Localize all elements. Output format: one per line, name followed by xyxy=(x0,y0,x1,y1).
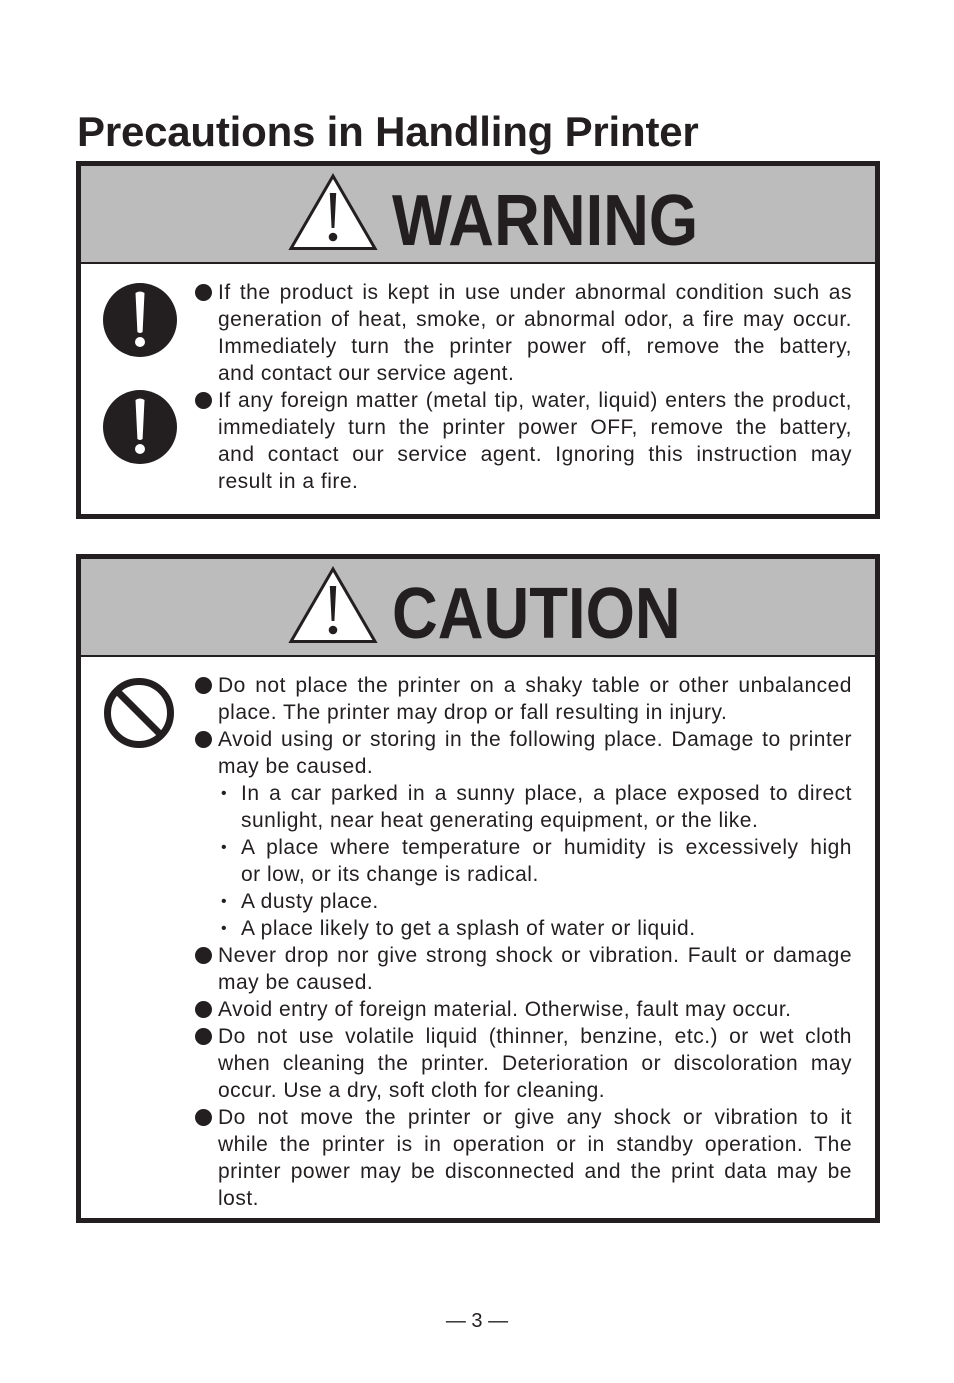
text-line: immediately turn the printer power OFF, remove the battery, xyxy=(218,416,852,439)
text-line: Never drop nor give strong shock or vibration. Fault or damage xyxy=(218,944,852,967)
text-line: In a car parked in a sunny place, a place exposed to direct xyxy=(241,782,852,805)
bullet-icon xyxy=(195,947,212,964)
text-line: Do not use volatile liquid (thinner, benzine, etc.) or wet cloth xyxy=(218,1025,852,1048)
caution-heading: CAUTION xyxy=(392,574,681,654)
small-bullet-icon: • xyxy=(221,920,227,937)
caution-sub-item xyxy=(221,888,852,915)
text-line: and contact our service agent. xyxy=(218,362,515,385)
text-line: may be caused. xyxy=(218,971,374,994)
bullet-icon xyxy=(195,1028,212,1045)
text-line: sunlight, near heat generating equipment, or the like. xyxy=(241,809,759,832)
mandatory-exclamation-icon xyxy=(102,282,178,358)
small-bullet-icon: • xyxy=(221,893,227,910)
text-line: place. The printer may drop or fall resulting in injury. xyxy=(218,701,728,724)
text-line: Do not place the printer on a shaky table or other unbalanced xyxy=(218,674,852,697)
bullet-icon xyxy=(195,392,212,409)
text-line: when cleaning the printer. Deterioration or discoloration may xyxy=(218,1052,852,1075)
text-line: result in a fire. xyxy=(218,470,359,493)
small-bullet-icon: • xyxy=(221,785,227,802)
small-bullet-icon: • xyxy=(221,839,227,856)
warning-box xyxy=(76,161,880,519)
text-line: and contact our service agent. Ignoring this instruction may xyxy=(218,443,852,466)
caution-item xyxy=(218,1023,852,1104)
bullet-icon xyxy=(195,677,212,694)
page-title: Precautions in Handling Printer xyxy=(77,108,699,155)
caution-item xyxy=(218,942,852,996)
text-line: generation of heat, smoke, or abnormal odor, a fire may occur. xyxy=(218,308,852,331)
page-number: — 3 — xyxy=(445,1310,509,1332)
warning-item xyxy=(218,279,852,387)
bullet-icon xyxy=(195,1001,212,1018)
caution-header xyxy=(81,559,875,657)
text-line: A place likely to get a splash of water or liquid. xyxy=(241,917,696,940)
text-line: Immediately turn the printer power off, remove the battery, xyxy=(218,335,852,358)
caution-item xyxy=(218,672,852,726)
text-line: Do not move the printer or give any shock or vibration to it xyxy=(218,1106,852,1129)
text-line: lost. xyxy=(218,1187,260,1210)
text-line: Avoid using or storing in the following place. Damage to printer xyxy=(218,728,852,751)
text-line: A dusty place. xyxy=(241,890,379,913)
warning-heading: WARNING xyxy=(392,181,699,261)
warning-item xyxy=(218,387,852,495)
caution-item xyxy=(218,726,852,942)
text-line: Avoid entry of foreign material. Otherwise, fault may occur. xyxy=(218,998,792,1021)
text-line: or low, or its change is radical. xyxy=(241,863,539,886)
warning-triangle-icon xyxy=(288,173,378,251)
caution-box xyxy=(76,554,880,1223)
text-line: A place where temperature or humidity is excessively high xyxy=(241,836,852,859)
text-line: If the product is kept in use under abnormal condition such as xyxy=(218,281,852,304)
text-line: may be caused. xyxy=(218,755,374,778)
caution-item xyxy=(218,996,852,1023)
warning-header xyxy=(81,166,875,264)
warning-triangle-icon xyxy=(288,566,378,644)
bullet-icon xyxy=(195,731,212,748)
caution-item xyxy=(218,1104,852,1212)
caution-sub-item xyxy=(221,915,852,942)
text-line: printer power may be disconnected and the print data may be xyxy=(218,1160,852,1183)
prohibition-icon xyxy=(103,677,175,749)
bullet-icon xyxy=(195,1109,212,1126)
caution-sub-item xyxy=(221,780,852,834)
mandatory-exclamation-icon xyxy=(102,389,178,465)
text-line: occur. Use a dry, soft cloth for cleaning. xyxy=(218,1079,606,1102)
text-line: If any foreign matter (metal tip, water, liquid) enters the product, xyxy=(218,389,852,412)
warning-body xyxy=(81,264,875,514)
caution-sub-item xyxy=(221,834,852,888)
text-line: while the printer is in operation or in standby operation. The xyxy=(218,1133,852,1156)
caution-body xyxy=(81,657,875,1218)
bullet-icon xyxy=(195,284,212,301)
